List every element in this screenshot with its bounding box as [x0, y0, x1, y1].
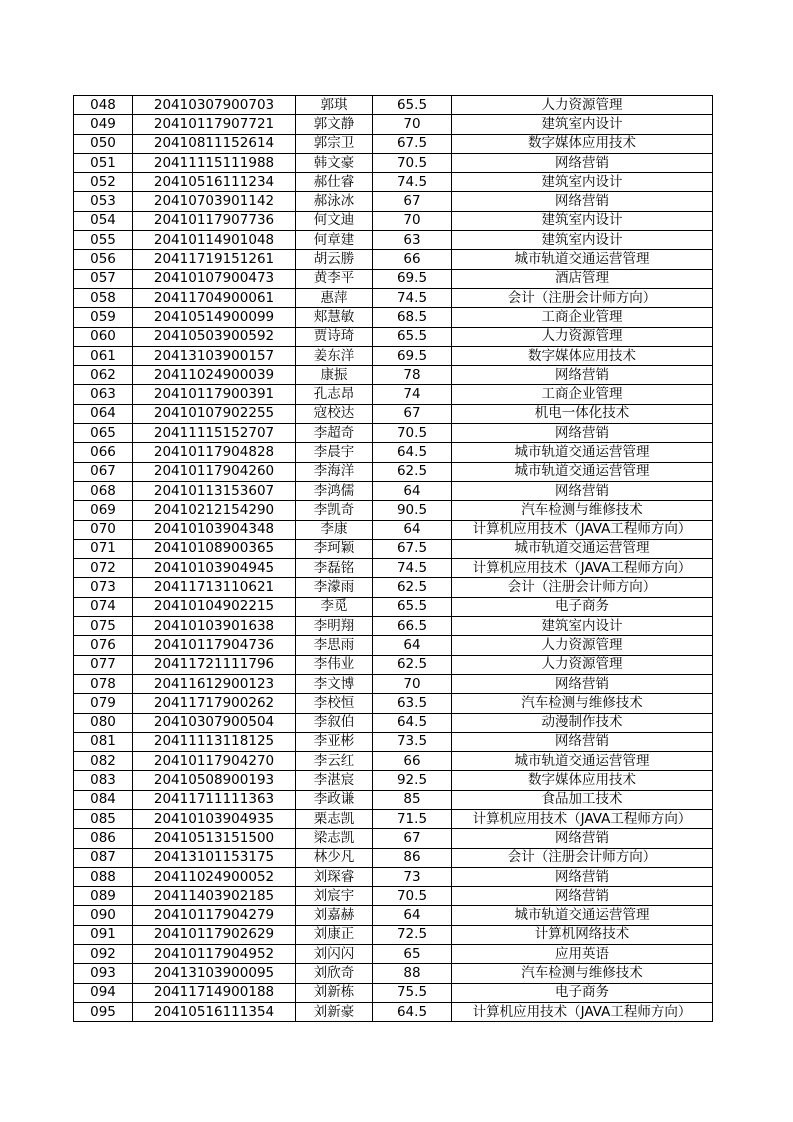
table-row [74, 192, 713, 211]
cell-student-name: 刘宸宇 [296, 887, 373, 906]
cell-sequence-number: 077 [74, 655, 133, 674]
cell-candidate-id: 20411713110621 [133, 578, 296, 597]
cell-candidate-id: 20410514900099 [133, 308, 296, 327]
cell-candidate-id: 20410107902255 [133, 404, 296, 423]
cell-score: 70 [373, 211, 452, 230]
cell-candidate-id: 20410503900592 [133, 327, 296, 346]
cell-sequence-number: 063 [74, 385, 133, 404]
cell-score: 69.5 [373, 346, 452, 365]
cell-student-name: 惠萍 [296, 288, 373, 307]
cell-candidate-id: 20410307900703 [133, 96, 296, 115]
table-row [74, 288, 713, 307]
table-row [74, 848, 713, 867]
cell-major: 网络营销 [452, 732, 713, 751]
cell-candidate-id: 20410117900391 [133, 385, 296, 404]
cell-score: 66 [373, 250, 452, 269]
cell-score: 68.5 [373, 308, 452, 327]
cell-score: 88 [373, 964, 452, 983]
cell-student-name: 刘嘉赫 [296, 906, 373, 925]
cell-student-name: 刘新豪 [296, 1002, 373, 1021]
cell-major: 网络营销 [452, 192, 713, 211]
cell-candidate-id: 20413103900095 [133, 964, 296, 983]
cell-major: 数字媒体应用技术 [452, 346, 713, 365]
score-table-body [74, 96, 713, 1022]
cell-score: 73.5 [373, 732, 452, 751]
cell-candidate-id: 20410508900193 [133, 771, 296, 790]
cell-candidate-id: 20410117904952 [133, 945, 296, 964]
score-table [73, 95, 713, 1022]
table-row [74, 443, 713, 462]
cell-candidate-id: 20411024900039 [133, 366, 296, 385]
cell-major: 城市轨道交通运营管理 [452, 250, 713, 269]
cell-student-name: 李晨宇 [296, 443, 373, 462]
cell-major: 人力资源管理 [452, 327, 713, 346]
cell-student-name: 李政谦 [296, 790, 373, 809]
cell-candidate-id: 20410103901638 [133, 617, 296, 636]
cell-candidate-id: 20410103904348 [133, 520, 296, 539]
table-row [74, 829, 713, 848]
cell-sequence-number: 074 [74, 597, 133, 616]
cell-score: 78 [373, 366, 452, 385]
cell-student-name: 刘康正 [296, 925, 373, 944]
cell-sequence-number: 075 [74, 617, 133, 636]
cell-sequence-number: 078 [74, 674, 133, 693]
cell-score: 70 [373, 674, 452, 693]
cell-major: 城市轨道交通运营管理 [452, 462, 713, 481]
cell-score: 71.5 [373, 809, 452, 828]
cell-candidate-id: 20411717900262 [133, 694, 296, 713]
cell-major: 数字媒体应用技术 [452, 771, 713, 790]
table-row [74, 404, 713, 423]
cell-sequence-number: 094 [74, 983, 133, 1002]
cell-score: 64 [373, 906, 452, 925]
cell-sequence-number: 090 [74, 906, 133, 925]
cell-sequence-number: 050 [74, 134, 133, 153]
cell-major: 建筑室内设计 [452, 173, 713, 192]
cell-major: 工商企业管理 [452, 385, 713, 404]
cell-student-name: 李亚彬 [296, 732, 373, 751]
cell-student-name: 李湛宸 [296, 771, 373, 790]
table-row [74, 250, 713, 269]
cell-sequence-number: 067 [74, 462, 133, 481]
cell-student-name: 李濛雨 [296, 578, 373, 597]
cell-candidate-id: 20410108900365 [133, 539, 296, 558]
cell-sequence-number: 073 [74, 578, 133, 597]
cell-sequence-number: 065 [74, 424, 133, 443]
cell-sequence-number: 051 [74, 153, 133, 172]
cell-score: 74.5 [373, 288, 452, 307]
table-row [74, 96, 713, 115]
cell-student-name: 李康 [296, 520, 373, 539]
cell-major: 动漫制作技术 [452, 713, 713, 732]
cell-student-name: 李思雨 [296, 636, 373, 655]
table-row [74, 713, 713, 732]
cell-student-name: 刘琛睿 [296, 867, 373, 886]
cell-sequence-number: 092 [74, 945, 133, 964]
cell-candidate-id: 20413101153175 [133, 848, 296, 867]
cell-candidate-id: 20410113153607 [133, 481, 296, 500]
cell-sequence-number: 088 [74, 867, 133, 886]
cell-candidate-id: 20411403902185 [133, 887, 296, 906]
cell-score: 67.5 [373, 134, 452, 153]
table-row [74, 173, 713, 192]
cell-major: 酒店管理 [452, 269, 713, 288]
cell-student-name: 李海洋 [296, 462, 373, 481]
cell-score: 64 [373, 520, 452, 539]
table-row [74, 925, 713, 944]
cell-score: 70.5 [373, 153, 452, 172]
table-row [74, 520, 713, 539]
cell-candidate-id: 20411024900052 [133, 867, 296, 886]
cell-candidate-id: 20410811152614 [133, 134, 296, 153]
cell-candidate-id: 20410117907721 [133, 115, 296, 134]
table-row [74, 366, 713, 385]
cell-candidate-id: 20410103904945 [133, 559, 296, 578]
cell-score: 65 [373, 945, 452, 964]
table-row [74, 597, 713, 616]
cell-major: 城市轨道交通运营管理 [452, 752, 713, 771]
cell-sequence-number: 084 [74, 790, 133, 809]
cell-major: 城市轨道交通运营管理 [452, 906, 713, 925]
cell-score: 62.5 [373, 462, 452, 481]
cell-score: 90.5 [373, 501, 452, 520]
cell-major: 计算机应用技术（JAVA工程师方向） [452, 809, 713, 828]
cell-student-name: 郭文静 [296, 115, 373, 134]
cell-candidate-id: 20410212154290 [133, 501, 296, 520]
cell-candidate-id: 20410117904828 [133, 443, 296, 462]
cell-student-name: 郭琪 [296, 96, 373, 115]
cell-sequence-number: 048 [74, 96, 133, 115]
cell-student-name: 郝泳冰 [296, 192, 373, 211]
cell-student-name: 韩文豪 [296, 153, 373, 172]
cell-sequence-number: 085 [74, 809, 133, 828]
cell-major: 汽车检测与维修技术 [452, 501, 713, 520]
cell-sequence-number: 068 [74, 481, 133, 500]
cell-sequence-number: 066 [74, 443, 133, 462]
cell-score: 72.5 [373, 925, 452, 944]
cell-student-name: 寇校达 [296, 404, 373, 423]
cell-major: 电子商务 [452, 597, 713, 616]
table-row [74, 867, 713, 886]
table-row [74, 134, 713, 153]
cell-student-name: 胡云勝 [296, 250, 373, 269]
cell-student-name: 李文博 [296, 674, 373, 693]
cell-score: 67 [373, 404, 452, 423]
cell-major: 建筑室内设计 [452, 211, 713, 230]
cell-score: 74.5 [373, 559, 452, 578]
cell-major: 网络营销 [452, 366, 713, 385]
table-row [74, 809, 713, 828]
cell-sequence-number: 053 [74, 192, 133, 211]
cell-score: 66.5 [373, 617, 452, 636]
table-row [74, 752, 713, 771]
cell-score: 62.5 [373, 655, 452, 674]
cell-candidate-id: 20411711111363 [133, 790, 296, 809]
cell-sequence-number: 058 [74, 288, 133, 307]
cell-major: 人力资源管理 [452, 655, 713, 674]
cell-score: 65.5 [373, 96, 452, 115]
cell-score: 69.5 [373, 269, 452, 288]
cell-sequence-number: 083 [74, 771, 133, 790]
cell-score: 70.5 [373, 424, 452, 443]
cell-student-name: 李磊铭 [296, 559, 373, 578]
cell-candidate-id: 20410117904270 [133, 752, 296, 771]
cell-score: 64.5 [373, 1002, 452, 1021]
table-row [74, 694, 713, 713]
table-row [74, 887, 713, 906]
table-row [74, 424, 713, 443]
cell-sequence-number: 091 [74, 925, 133, 944]
cell-score: 85 [373, 790, 452, 809]
cell-sequence-number: 082 [74, 752, 133, 771]
cell-major: 计算机应用技术（JAVA工程师方向） [452, 1002, 713, 1021]
cell-candidate-id: 20410104902215 [133, 597, 296, 616]
cell-candidate-id: 20410513151500 [133, 829, 296, 848]
table-row [74, 906, 713, 925]
table-row [74, 385, 713, 404]
cell-candidate-id: 20410117904260 [133, 462, 296, 481]
table-row [74, 1002, 713, 1021]
table-row [74, 636, 713, 655]
cell-sequence-number: 076 [74, 636, 133, 655]
cell-sequence-number: 081 [74, 732, 133, 751]
cell-student-name: 刘新栋 [296, 983, 373, 1002]
cell-major: 会计（注册会计师方向） [452, 848, 713, 867]
cell-sequence-number: 087 [74, 848, 133, 867]
cell-candidate-id: 20410117902629 [133, 925, 296, 944]
cell-candidate-id: 20411721111796 [133, 655, 296, 674]
cell-candidate-id: 20410107900473 [133, 269, 296, 288]
cell-student-name: 贾诗琦 [296, 327, 373, 346]
table-row [74, 501, 713, 520]
cell-student-name: 李鸿儒 [296, 481, 373, 500]
cell-major: 城市轨道交通运营管理 [452, 443, 713, 462]
table-row [74, 153, 713, 172]
cell-student-name: 何文迪 [296, 211, 373, 230]
cell-sequence-number: 089 [74, 887, 133, 906]
table-row [74, 481, 713, 500]
cell-major: 计算机网络技术 [452, 925, 713, 944]
cell-major: 人力资源管理 [452, 636, 713, 655]
table-row [74, 211, 713, 230]
cell-sequence-number: 054 [74, 211, 133, 230]
cell-major: 应用英语 [452, 945, 713, 964]
cell-candidate-id: 20410307900504 [133, 713, 296, 732]
cell-sequence-number: 064 [74, 404, 133, 423]
cell-score: 73 [373, 867, 452, 886]
table-row [74, 462, 713, 481]
cell-major: 食品加工技术 [452, 790, 713, 809]
cell-student-name: 姜东洋 [296, 346, 373, 365]
cell-score: 75.5 [373, 983, 452, 1002]
cell-major: 网络营销 [452, 153, 713, 172]
cell-sequence-number: 093 [74, 964, 133, 983]
cell-sequence-number: 072 [74, 559, 133, 578]
cell-candidate-id: 20411612900123 [133, 674, 296, 693]
cell-sequence-number: 070 [74, 520, 133, 539]
cell-candidate-id: 20411719151261 [133, 250, 296, 269]
cell-major: 汽车检测与维修技术 [452, 694, 713, 713]
cell-sequence-number: 071 [74, 539, 133, 558]
cell-major: 网络营销 [452, 829, 713, 848]
cell-major: 建筑室内设计 [452, 115, 713, 134]
table-row [74, 559, 713, 578]
cell-score: 64.5 [373, 443, 452, 462]
cell-student-name: 栗志凯 [296, 809, 373, 828]
cell-student-name: 郝仕睿 [296, 173, 373, 192]
cell-student-name: 李伟业 [296, 655, 373, 674]
cell-candidate-id: 20411113118125 [133, 732, 296, 751]
cell-student-name: 刘欣奇 [296, 964, 373, 983]
cell-score: 63 [373, 231, 452, 250]
cell-sequence-number: 052 [74, 173, 133, 192]
cell-major: 计算机应用技术（JAVA工程师方向） [452, 559, 713, 578]
cell-student-name: 李校恒 [296, 694, 373, 713]
cell-candidate-id: 20410516111234 [133, 173, 296, 192]
cell-score: 67 [373, 192, 452, 211]
table-row [74, 346, 713, 365]
cell-student-name: 何章建 [296, 231, 373, 250]
cell-student-name: 李明翔 [296, 617, 373, 636]
cell-candidate-id: 20410103904935 [133, 809, 296, 828]
cell-student-name: 林少凡 [296, 848, 373, 867]
cell-student-name: 梁志凯 [296, 829, 373, 848]
cell-score: 63.5 [373, 694, 452, 713]
cell-sequence-number: 061 [74, 346, 133, 365]
cell-candidate-id: 20410117907736 [133, 211, 296, 230]
table-row [74, 617, 713, 636]
cell-major: 会计（注册会计师方向） [452, 578, 713, 597]
cell-student-name: 孔志昂 [296, 385, 373, 404]
cell-major: 网络营销 [452, 424, 713, 443]
cell-major: 电子商务 [452, 983, 713, 1002]
cell-student-name: 郭宗卫 [296, 134, 373, 153]
table-row [74, 655, 713, 674]
cell-candidate-id: 20410114901048 [133, 231, 296, 250]
cell-candidate-id: 20411714900188 [133, 983, 296, 1002]
cell-major: 人力资源管理 [452, 96, 713, 115]
cell-score: 67 [373, 829, 452, 848]
cell-student-name: 刘闪闪 [296, 945, 373, 964]
cell-student-name: 黄李平 [296, 269, 373, 288]
cell-score: 64 [373, 636, 452, 655]
cell-major: 工商企业管理 [452, 308, 713, 327]
table-row [74, 115, 713, 134]
table-row [74, 771, 713, 790]
cell-candidate-id: 20411115111988 [133, 153, 296, 172]
table-row [74, 790, 713, 809]
cell-sequence-number: 059 [74, 308, 133, 327]
table-row [74, 945, 713, 964]
cell-sequence-number: 069 [74, 501, 133, 520]
cell-sequence-number: 095 [74, 1002, 133, 1021]
cell-major: 网络营销 [452, 674, 713, 693]
cell-score: 74 [373, 385, 452, 404]
cell-sequence-number: 086 [74, 829, 133, 848]
cell-major: 机电一体化技术 [452, 404, 713, 423]
cell-major: 网络营销 [452, 867, 713, 886]
cell-score: 65.5 [373, 597, 452, 616]
cell-sequence-number: 060 [74, 327, 133, 346]
cell-sequence-number: 062 [74, 366, 133, 385]
cell-score: 67.5 [373, 539, 452, 558]
cell-score: 64 [373, 481, 452, 500]
cell-candidate-id: 20411115152707 [133, 424, 296, 443]
cell-student-name: 李超奇 [296, 424, 373, 443]
cell-candidate-id: 20410117904736 [133, 636, 296, 655]
table-row [74, 578, 713, 597]
cell-major: 建筑室内设计 [452, 617, 713, 636]
cell-major: 网络营销 [452, 481, 713, 500]
cell-score: 74.5 [373, 173, 452, 192]
table-row [74, 674, 713, 693]
cell-candidate-id: 20410703901142 [133, 192, 296, 211]
cell-student-name: 李珂颖 [296, 539, 373, 558]
cell-major: 城市轨道交通运营管理 [452, 539, 713, 558]
cell-score: 62.5 [373, 578, 452, 597]
cell-score: 70.5 [373, 887, 452, 906]
table-row [74, 308, 713, 327]
table-row [74, 539, 713, 558]
cell-candidate-id: 20410117904279 [133, 906, 296, 925]
cell-major: 计算机应用技术（JAVA工程师方向） [452, 520, 713, 539]
cell-student-name: 李凯奇 [296, 501, 373, 520]
cell-major: 汽车检测与维修技术 [452, 964, 713, 983]
cell-score: 86 [373, 848, 452, 867]
cell-sequence-number: 080 [74, 713, 133, 732]
cell-major: 会计（注册会计师方向） [452, 288, 713, 307]
cell-major: 数字媒体应用技术 [452, 134, 713, 153]
cell-score: 65.5 [373, 327, 452, 346]
cell-student-name: 李叙伯 [296, 713, 373, 732]
table-row [74, 327, 713, 346]
cell-sequence-number: 049 [74, 115, 133, 134]
cell-student-name: 康振 [296, 366, 373, 385]
cell-sequence-number: 079 [74, 694, 133, 713]
table-row [74, 983, 713, 1002]
cell-major: 建筑室内设计 [452, 231, 713, 250]
cell-score: 92.5 [373, 771, 452, 790]
cell-sequence-number: 057 [74, 269, 133, 288]
table-row [74, 269, 713, 288]
cell-score: 66 [373, 752, 452, 771]
table-row [74, 732, 713, 751]
cell-candidate-id: 20413103900157 [133, 346, 296, 365]
cell-student-name: 李云红 [296, 752, 373, 771]
cell-score: 70 [373, 115, 452, 134]
table-row [74, 231, 713, 250]
cell-sequence-number: 056 [74, 250, 133, 269]
cell-major: 网络营销 [452, 887, 713, 906]
cell-sequence-number: 055 [74, 231, 133, 250]
cell-candidate-id: 20410516111354 [133, 1002, 296, 1021]
cell-student-name: 郏慧敏 [296, 308, 373, 327]
table-row [74, 964, 713, 983]
cell-candidate-id: 20411704900061 [133, 288, 296, 307]
cell-student-name: 李觅 [296, 597, 373, 616]
cell-score: 64.5 [373, 713, 452, 732]
